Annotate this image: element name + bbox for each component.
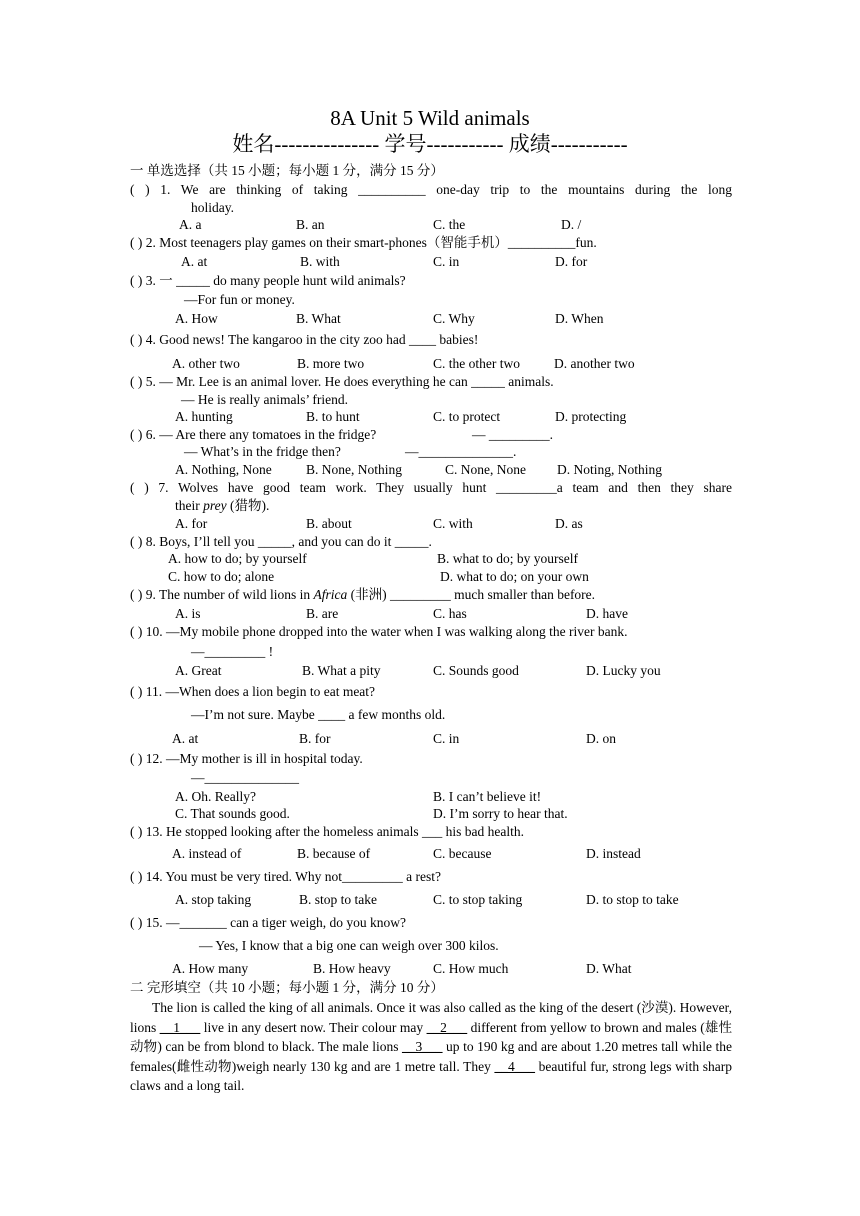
q5-option-d: D. protecting <box>555 409 627 424</box>
passage-text-5: beautiful fur, strong legs with sharp claws and a long tail. <box>130 1058 732 1093</box>
q11-option-d: D. on <box>586 731 616 746</box>
q2-option-a: A. at <box>181 254 208 269</box>
q14-option-b: B. stop to take <box>299 892 377 907</box>
q4-option-a: A. other two <box>172 356 240 371</box>
q7-option-a: A. for <box>175 516 208 531</box>
q11-option-b: B. for <box>299 731 331 746</box>
q7-text-prey: prey <box>203 498 227 513</box>
q15-option-b: B. How heavy <box>313 961 391 976</box>
q5-option-b: B. to hunt <box>306 409 360 424</box>
q14-option-a: A. stop taking <box>175 892 252 907</box>
question-1-stem-cont: holiday. <box>191 200 234 215</box>
question-1-stem: ( ) 1. We are thinking of taking __________ one-day trip to the mountains during the long <box>130 182 732 197</box>
q10-option-b: B. What a pity <box>302 663 381 678</box>
q5-option-c: C. to protect <box>433 409 501 424</box>
q12-option-a: A. Oh. Really? <box>175 789 256 804</box>
q9-text-africa: Africa <box>313 587 348 602</box>
question-5-stem: ( ) 5. — Mr. Lee is an animal lover. He does everything he can _____ animals. <box>130 374 554 389</box>
q8-option-d: D. what to do; on your own <box>440 569 589 584</box>
q11-option-a: A. at <box>172 731 199 746</box>
q7-option-c: C. with <box>433 516 473 531</box>
q5-option-a: A. hunting <box>175 409 233 424</box>
q6-option-d: D. Noting, Nothing <box>557 462 663 477</box>
section-heading-2: 二 完形填空（共 10 小题；每小题 1 分，满分 10 分） <box>130 980 444 995</box>
question-11-stem: ( ) 11. —When does a lion begin to eat meat? <box>130 684 376 699</box>
q6-option-b: B. None, Nothing <box>306 462 402 477</box>
question-3-stem: ( ) 3. 一 _____ do many people hunt wild animals? <box>130 273 406 288</box>
q7-option-b: B. about <box>306 516 352 531</box>
q8-option-c: C. how to do; alone <box>168 569 275 584</box>
q10-option-a: A. Great <box>175 663 222 678</box>
q9-option-a: A. is <box>175 606 201 621</box>
q11-option-c: C. in <box>433 731 460 746</box>
page-title: 8A Unit 5 Wild animals <box>330 106 530 130</box>
question-14-stem: ( ) 14. You must be very tired. Why not_________ a rest? <box>130 869 441 884</box>
q15-option-d: D. What <box>586 961 632 976</box>
question-6-blank-2: —______________. <box>405 444 517 459</box>
q12-option-c: C. That sounds good. <box>175 806 290 821</box>
q9-text-post: (非洲) _________ much smaller than before. <box>347 587 596 602</box>
question-12-stem: ( ) 12. —My mother is ill in hospital today. <box>130 751 363 766</box>
q14-option-c: C. to stop taking <box>433 892 523 907</box>
question-11-answer-line: —I’m not sure. Maybe ____ a few months old. <box>191 707 446 722</box>
q1-option-d: D. / <box>561 217 582 232</box>
question-5-answer-line: — He is really animals’ friend. <box>181 392 348 407</box>
q2-option-b: B. with <box>300 254 340 269</box>
cloze-blank-2: __2___ <box>426 1019 468 1035</box>
student-info-line: 姓名--------------- 学号----------- 成绩----------- <box>232 132 628 156</box>
cloze-passage <box>130 998 732 1096</box>
q3-option-a: A. How <box>175 311 218 326</box>
q9-option-c: C. has <box>433 606 467 621</box>
q15-option-c: C. How much <box>433 961 509 976</box>
question-7-stem: ( ) 7. Wolves have good team work. They usually hunt _________a team and then they share <box>130 480 732 495</box>
cloze-blank-4: __4___ <box>494 1058 535 1074</box>
question-10-answer-line: —_________ ! <box>191 644 274 659</box>
q14-option-d: D. to stop to take <box>586 892 679 907</box>
question-6-stem-cont: — What’s in the fridge then? <box>184 444 341 459</box>
question-10-stem: ( ) 10. —My mobile phone dropped into the water when I was walking along the river bank. <box>130 624 628 639</box>
q9-option-d: D. have <box>586 606 628 621</box>
q6-option-c: C. None, None <box>445 462 526 477</box>
q12-option-b: B. I can’t believe it! <box>433 789 542 804</box>
q7-text-pre: their <box>175 498 204 513</box>
question-15-stem: ( ) 15. —_______ can a tiger weigh, do you know? <box>130 915 406 930</box>
q12-option-d: D. I’m sorry to hear that. <box>433 806 568 821</box>
q3-option-c: C. Why <box>433 311 475 326</box>
question-7-stem-cont <box>175 497 269 514</box>
passage-text-1: The lion is called the king of all animals. Once it was also called as the king of the desert (沙漠). However, lions <box>130 1000 732 1035</box>
passage-text-4: up to 190 kg and are about 1.20 metres tall while the females(雌性动物)weigh nearly 130 kg and are 1 metre tall. They <box>130 1039 732 1074</box>
section-heading-1: 一 单选选择（共 15 小题；每小题 1 分，满分 15 分） <box>130 163 444 178</box>
q7-text-post: (猎物). <box>226 498 270 513</box>
q6-option-a: A. Nothing, None <box>175 462 272 477</box>
q13-option-c: C. because <box>433 846 492 861</box>
question-6-blank-1: — _________. <box>472 427 553 442</box>
question-8-stem: ( ) 8. Boys, I’ll tell you _____, and you can do it _____. <box>130 534 432 549</box>
question-2-stem: ( ) 2. Most teenagers play games on their smart-phones（智能手机）__________fun. <box>130 235 597 250</box>
question-6-stem: ( ) 6. — Are there any tomatoes in the fridge? <box>130 427 377 442</box>
question-4-stem: ( ) 4. Good news! The kangaroo in the city zoo had ____ babies! <box>130 332 479 347</box>
passage-text-2: live in any desert now. Their colour may <box>200 1019 427 1035</box>
cloze-blank-1: __1___ <box>159 1019 201 1035</box>
q4-option-b: B. more two <box>297 356 365 371</box>
q1-option-b: B. an <box>296 217 325 232</box>
q13-option-b: B. because of <box>297 846 371 861</box>
q9-text-pre: ( ) 9. The number of wild lions in <box>130 587 314 602</box>
q3-option-b: B. What <box>296 311 341 326</box>
q15-option-a: A. How many <box>172 961 249 976</box>
question-3-answer-line: —For fun or money. <box>184 292 295 307</box>
question-13-stem: ( ) 13. He stopped looking after the homeless animals ___ his bad health. <box>130 824 525 839</box>
q13-option-a: A. instead of <box>172 846 242 861</box>
q4-option-c: C. the other two <box>433 356 520 371</box>
q9-option-b: B. are <box>306 606 339 621</box>
q1-option-a: A. a <box>179 217 202 232</box>
q8-option-a: A. how to do; by yourself <box>168 551 307 566</box>
q10-option-d: D. Lucky you <box>586 663 661 678</box>
question-9-stem <box>130 586 595 603</box>
passage-text-3: different from yellow to brown and males (雄性动物) can be from blond to black. The male lions <box>130 1019 732 1054</box>
q2-option-d: D. for <box>555 254 588 269</box>
cloze-blank-3: __3___ <box>402 1039 443 1054</box>
q2-option-c: C. in <box>433 254 460 269</box>
q10-option-c: C. Sounds good <box>433 663 519 678</box>
q8-option-b: B. what to do; by yourself <box>437 551 578 566</box>
q3-option-d: D. When <box>555 311 604 326</box>
question-12-answer-line: —______________ <box>191 770 299 785</box>
question-15-answer-line: — Yes, I know that a big one can weigh over 300 kilos. <box>199 938 499 953</box>
q4-option-d: D. another two <box>554 356 635 371</box>
q7-option-d: D. as <box>555 516 583 531</box>
q1-option-c: C. the <box>433 217 466 232</box>
q13-option-d: D. instead <box>586 846 641 861</box>
